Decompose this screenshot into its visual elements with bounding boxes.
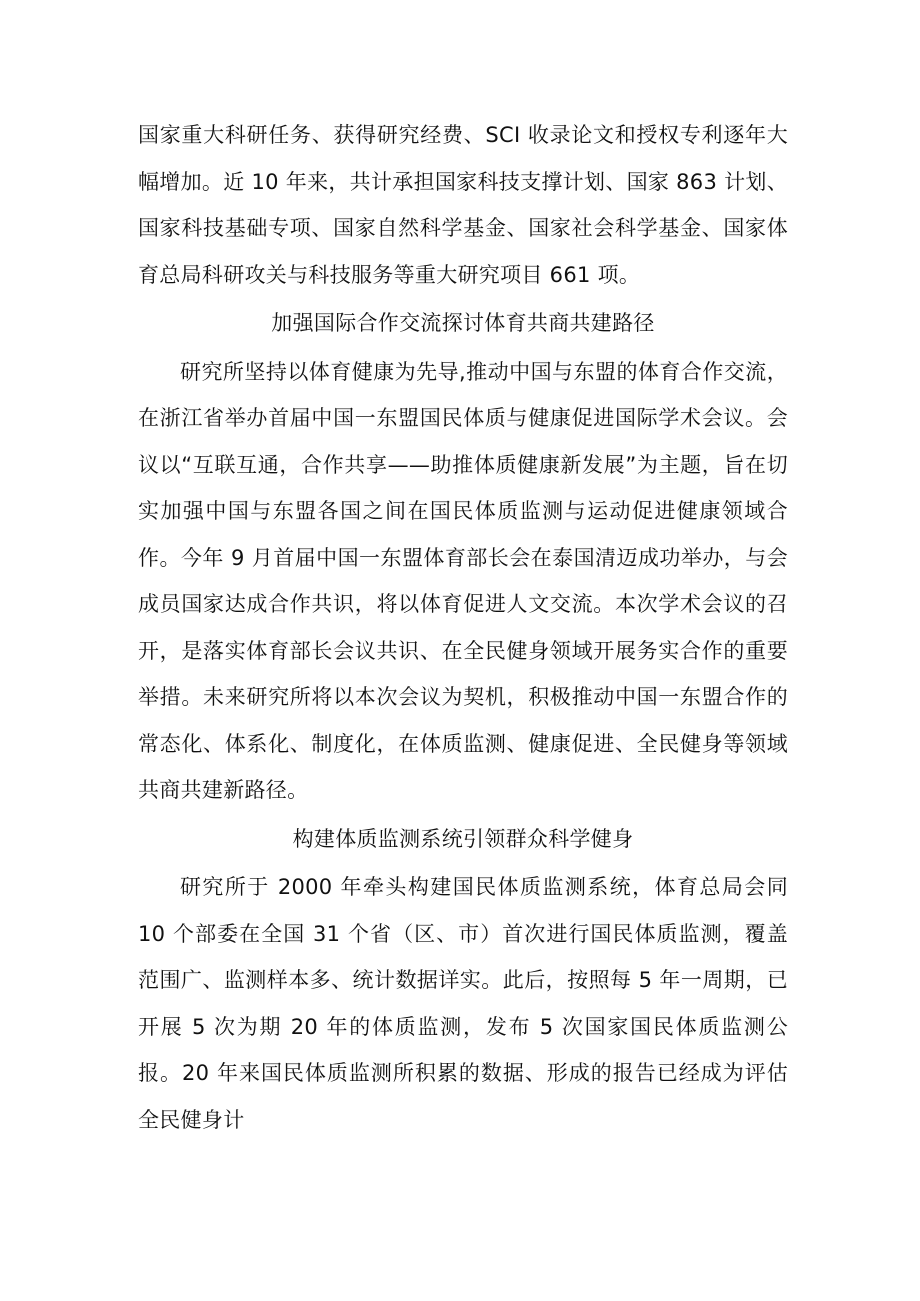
document-body [138,112,788,1143]
section-heading-fitness-monitoring: 构建体质监测系统引领群众科学健身 [292,826,634,851]
paragraph-international-cooperation: 研究所坚持以体育健康为先导,推动中国与东盟的体育合作交流，在浙江省举办首届中国一东盟国民体质与健康促进国际学术会议。会议以“互联互通，合作共享——助推体质健康新发展”为主题，旨在切实加强中国与东盟各国之间在国民体质监测与运动促进健康领域合作。今年 9 月首届中国一东盟体育部长会在泰国清迈成功举办，与会成员国家达成合作共识，将以体育促进人文交流。本次学术会议的召开，是落实体育部长会议共识、在全民健身领域开展务实合作的重要举措。未来研究所将以本次会议为契机，积极推动中国一东盟合作的常态化、体系化、制度化，在体质监测、健康促进、全民健身等领域共商共建新路径。 [138,359,788,802]
paragraph-research-achievements: 国家重大科研任务、获得研究经费、SCI 收录论文和授权专利逐年大幅增加。近 10 年来，共计承担国家科技支撑计划、国家 863 计划、国家科技基础专项、国家自然科学基金、国家社会科学基金、国家体育总局科研攻关与科技服务等重大研究项目 661 项。 [138,123,789,287]
paragraph-fitness-monitoring: 研究所于 2000 年牵头构建国民体质监测系统，体育总局会同 10 个部委在全国 31 个省（区、市）首次进行国民体质监测，覆盖范围广、监测样本多、统计数据详实。此后，按照每 5 年一周期，已开展 5 次为期 20 年的体质监测，发布 5 次国家国民体质监测公报。20 年来国民体质监测所积累的数据、形成的报告已经成为评估全民健身计 [138,875,788,1132]
section-heading-international-cooperation: 加强国际合作交流探讨体育共商共建路径 [271,311,655,335]
